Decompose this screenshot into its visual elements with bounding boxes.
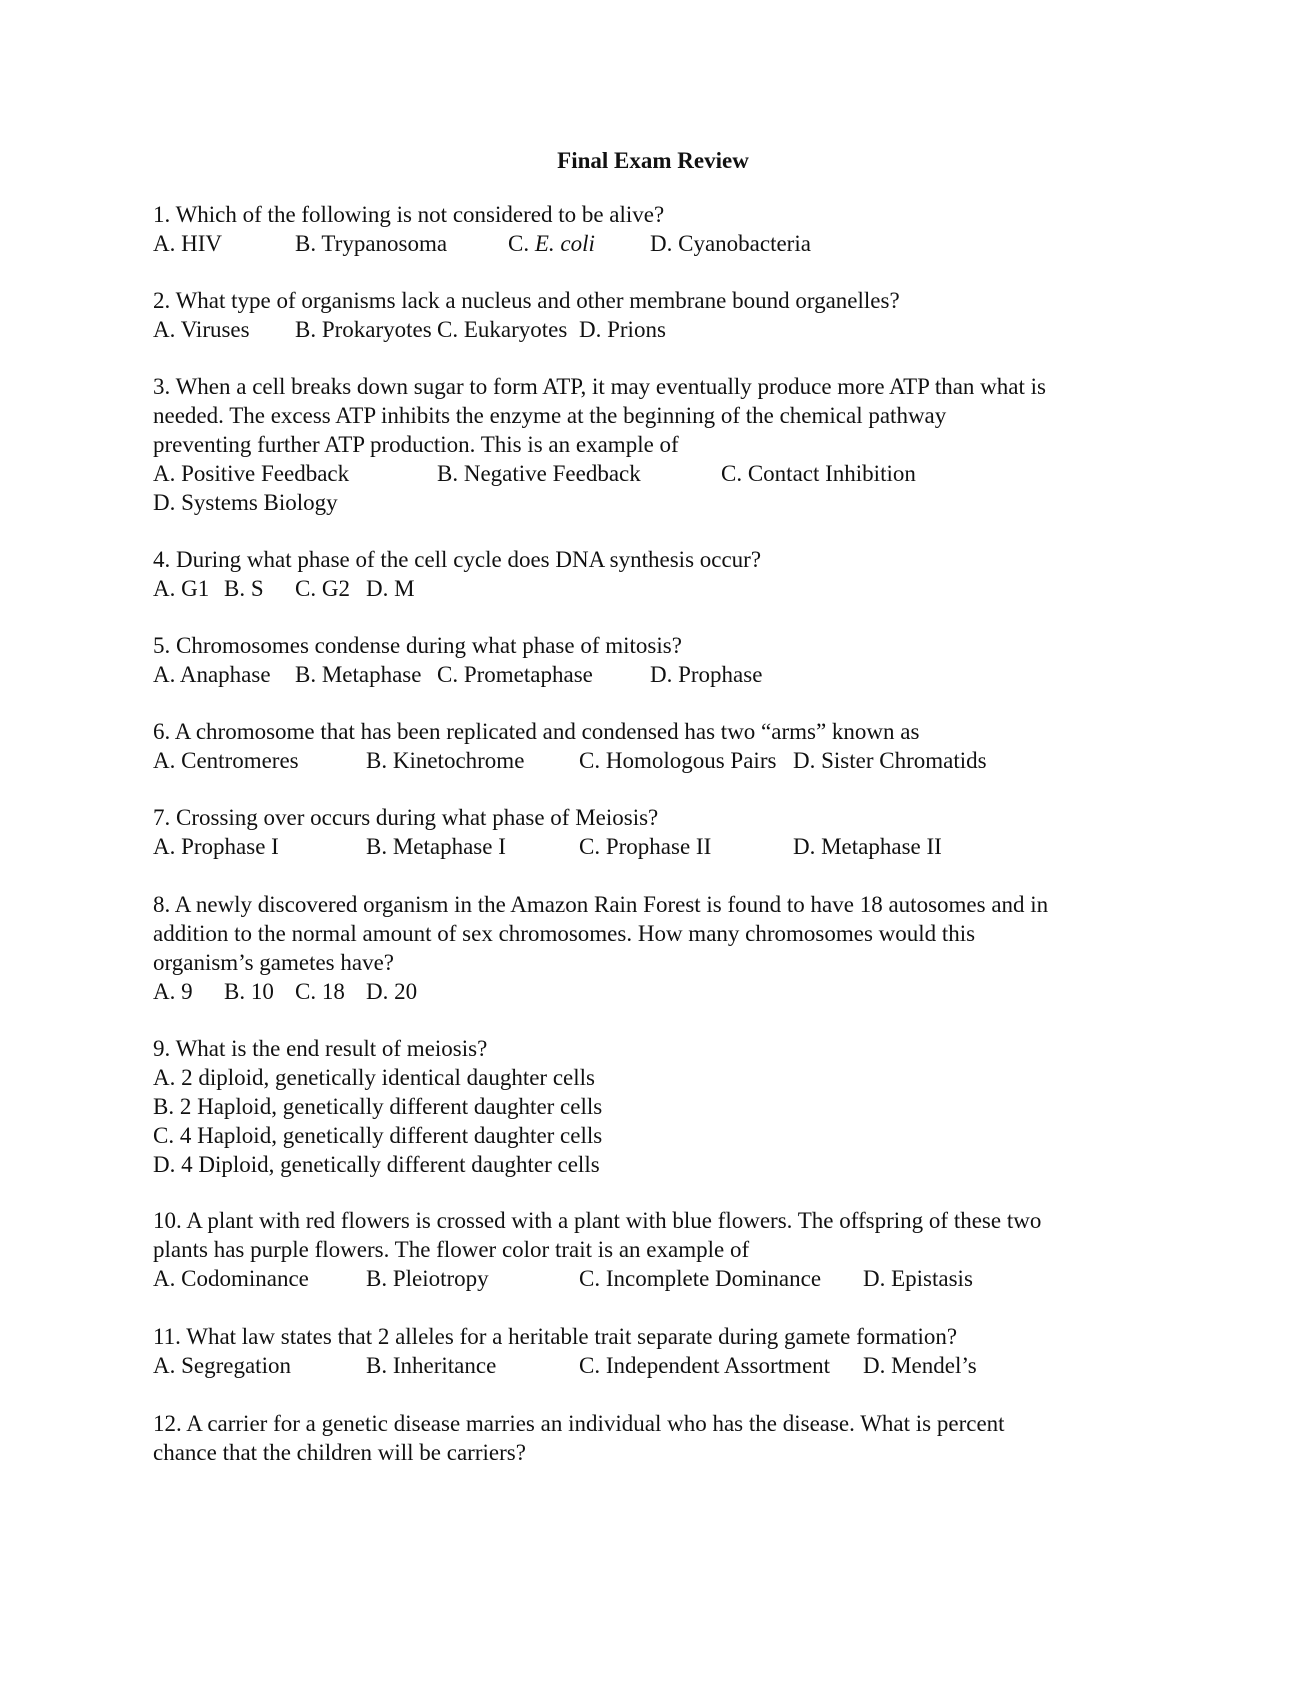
option-b: B. S	[224, 576, 264, 601]
question-stem: organism’s gametes have?	[153, 950, 395, 975]
option-d: D. Mendel’s	[863, 1353, 977, 1378]
option-d: D. Systems Biology	[153, 490, 338, 515]
option-c: C. Contact Inhibition	[721, 461, 916, 486]
question-6	[153, 717, 1163, 775]
option-d: D. Prions	[579, 317, 666, 342]
option-a: A. Anaphase	[153, 662, 271, 687]
question-stem: needed. The excess ATP inhibits the enzyme at the beginning of the chemical pathway	[153, 403, 947, 428]
option-c: C. 18	[295, 979, 345, 1004]
question-5	[153, 631, 1163, 689]
page-title: Final Exam Review	[557, 148, 749, 173]
question-stem: 1. Which of the following is not considered to be alive?	[153, 202, 665, 227]
option-a: A. Codominance	[153, 1266, 309, 1291]
option-c: C. Independent Assortment	[579, 1353, 831, 1378]
question-stem: 5. Chromosomes condense during what phase of mitosis?	[153, 633, 682, 658]
option-d: D. Prophase	[650, 662, 763, 687]
option-row	[153, 832, 1163, 861]
question-stem: 2. What type of organisms lack a nucleus and other membrane bound organelles?	[153, 288, 900, 313]
question-stem: 12. A carrier for a genetic disease marries an individual who has the disease. What is percent	[153, 1411, 1005, 1436]
question-stem: plants has purple flowers. The flower color trait is an example of	[153, 1237, 750, 1262]
question-stem: 4. During what phase of the cell cycle does DNA synthesis occur?	[153, 547, 762, 572]
question-stem: chance that the children will be carriers?	[153, 1440, 526, 1465]
option-row	[153, 1264, 1163, 1293]
option-row	[153, 574, 1163, 603]
option-c: C. 4 Haploid, genetically different daughter cells	[153, 1123, 603, 1148]
question-7	[153, 803, 1163, 861]
option-d: D. 4 Diploid, genetically different daughter cells	[153, 1152, 600, 1177]
option-c: C. Eukaryotes	[437, 317, 568, 342]
question-stem: 11. What law states that 2 alleles for a heritable trait separate during gamete formation?	[153, 1324, 958, 1349]
question-2	[153, 286, 1163, 344]
option-row	[153, 315, 1163, 344]
option-d: D. Cyanobacteria	[650, 231, 811, 256]
option-c	[508, 229, 595, 258]
question-stem: 9. What is the end result of meiosis?	[153, 1036, 488, 1061]
option-a: A. Positive Feedback	[153, 461, 350, 486]
question-1	[153, 200, 1163, 258]
option-c-italic: E. coli	[534, 231, 595, 256]
question-stem: 8. A newly discovered organism in the Amazon Rain Forest is found to have 18 autosomes and in	[153, 892, 1049, 917]
option-a: A. G1	[153, 576, 210, 601]
option-b: B. 2 Haploid, genetically different daughter cells	[153, 1094, 603, 1119]
question-4	[153, 545, 1163, 603]
option-c: C. Incomplete Dominance	[579, 1266, 822, 1291]
option-d: D. Sister Chromatids	[793, 748, 987, 773]
option-a: A. 2 diploid, genetically identical daughter cells	[153, 1065, 595, 1090]
question-stem: preventing further ATP production. This is an example of	[153, 432, 679, 457]
option-row	[153, 746, 1163, 775]
option-b: B. Trypanosoma	[295, 231, 448, 256]
question-10	[153, 1206, 1163, 1293]
option-row	[153, 660, 1163, 689]
option-b: B. 10	[224, 979, 274, 1004]
option-b: B. Inheritance	[366, 1353, 497, 1378]
option-row	[153, 229, 1163, 258]
option-row	[153, 488, 1163, 517]
option-a: A. 9	[153, 979, 193, 1004]
option-b: B. Prokaryotes	[295, 317, 432, 342]
option-c: C. Prometaphase	[437, 662, 593, 687]
option-a: A. Centromeres	[153, 748, 299, 773]
option-d: D. 20	[366, 979, 418, 1004]
option-b: B. Metaphase	[295, 662, 422, 687]
question-stem: 3. When a cell breaks down sugar to form ATP, it may eventually produce more ATP than what is	[153, 374, 1046, 399]
option-b: B. Kinetochrome	[366, 748, 525, 773]
option-a: A. Segregation	[153, 1353, 291, 1378]
option-b: B. Metaphase I	[366, 834, 506, 859]
question-9	[153, 1034, 1163, 1179]
question-stem: 6. A chromosome that has been replicated and condensed has two “arms” known as	[153, 719, 920, 744]
question-stem: 10. A plant with red flowers is crossed with a plant with blue flowers. The offspring of these two	[153, 1208, 1042, 1233]
option-c: C. Homologous Pairs	[579, 748, 777, 773]
question-stem: addition to the normal amount of sex chromosomes. How many chromosomes would this	[153, 921, 976, 946]
option-row	[153, 459, 1163, 488]
option-c: C. G2	[295, 576, 350, 601]
option-a: A. HIV	[153, 231, 222, 256]
option-d: D. M	[366, 576, 415, 601]
option-d: D. Metaphase II	[793, 834, 942, 859]
option-c: C. Prophase II	[579, 834, 712, 859]
option-d: D. Epistasis	[863, 1266, 973, 1291]
option-row	[153, 1351, 1163, 1380]
question-12	[153, 1409, 1163, 1467]
option-b: B. Negative Feedback	[437, 461, 641, 486]
option-a: A. Prophase I	[153, 834, 279, 859]
option-c-prefix: C.	[508, 231, 535, 256]
question-11	[153, 1322, 1163, 1380]
option-a: A. Viruses	[153, 317, 250, 342]
question-8	[153, 890, 1163, 1006]
question-3	[153, 372, 1163, 517]
option-b: B. Pleiotropy	[366, 1266, 489, 1291]
option-row	[153, 977, 1163, 1006]
question-stem: 7. Crossing over occurs during what phase of Meiosis?	[153, 805, 659, 830]
